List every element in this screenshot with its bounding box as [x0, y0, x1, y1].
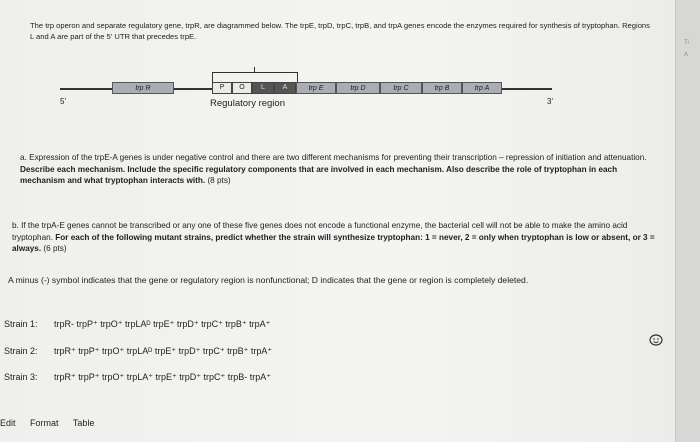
side-text-1: Ti [684, 40, 689, 46]
gene-trpB: trp B [422, 82, 462, 94]
three-prime-label: 3' [547, 97, 553, 106]
operon-diagram [52, 62, 562, 120]
editor-menu-bar [0, 418, 106, 428]
notation-note: A minus (-) symbol indicates that the gene or regulatory region is nonfunctional; D indicates that the gene or region is completely deleted. [8, 275, 529, 285]
intro-paragraph: The trp operon and separate regulatory gene, trpR, are diagrammed below. The trpE, trpD, trpC, trpB, and trpA genes encode the enzymes required for synthesis of tryptophan. Regions L and A are part of the 5' UTR that precedes trpE. [30, 21, 650, 41]
five-prime-label: 5' [60, 97, 66, 106]
region-operator: O [232, 82, 252, 94]
strain-genotype: trpR⁺ trpP⁺ trpO⁺ trpLA⁺ trpE⁺ trpD⁺ trpC⁺ trpB- trpA⁺ [54, 372, 272, 382]
region-promoter: P [212, 82, 232, 94]
adjacent-page-strip [675, 0, 700, 442]
question-b [12, 220, 662, 255]
menu-edit[interactable]: Edit [0, 418, 16, 428]
strain-label: Strain 2: [4, 346, 38, 356]
strain-3 [4, 372, 271, 383]
emoji-icon[interactable] [648, 334, 664, 346]
question-a-text: a. Expression of the trpE-A genes is under negative control and there are two different mechanisms for preventing their transcription – repression of initiation and attenuation. [20, 153, 647, 162]
bracket-tick [254, 67, 255, 72]
menu-table[interactable]: Table [72, 418, 95, 428]
menu-format[interactable]: Format [30, 418, 59, 428]
strain-1 [4, 319, 270, 330]
question-a-bold: Describe each mechanism. Include the specific regulatory components that are involved in each mechanism. Also describe the role of tryptophan in each mechanism and what tryptophan interacts with. [20, 164, 618, 185]
strain-genotype: trpR- trpP⁺ trpO⁺ trpLAᴰ trpE⁺ trpD⁺ trpC⁺ trpB⁺ trpA⁺ [54, 319, 271, 329]
strain-label: Strain 3: [4, 372, 38, 382]
question-a [20, 152, 660, 187]
gene-trpR: trp R [112, 82, 174, 94]
question-b-points: (6 pts) [41, 244, 67, 253]
question-b-bold: For each of the following mutant strains, predict whether the strain will synthesize tryptophan: 1 = never, 2 = only when tryptophan is low or absent, or 3 = always. [12, 232, 655, 253]
strain-label: Strain 1: [4, 319, 38, 329]
gene-trpD: trp D [336, 82, 380, 94]
regulatory-region-label: Regulatory region [210, 98, 285, 109]
strain-genotype: trpR⁺ trpP⁺ trpO⁺ trpLAᴰ trpE⁺ trpD⁺ trpC⁺ trpB⁺ trpA⁺ [54, 346, 273, 356]
region-attenuator: A [274, 82, 296, 94]
gene-trpE: trp E [296, 82, 336, 94]
side-text-2: A [684, 52, 689, 58]
strain-2 [4, 346, 272, 357]
question-b-text: b. If the trpA-E genes cannot be transcribed or any one of these five genes does not encode a functional enzyme, the bacterial cell will not be able to make the amino acid tryptophan. [12, 221, 628, 242]
gene-trpC: trp C [380, 82, 422, 94]
question-a-points: (8 pts) [205, 176, 231, 185]
gene-trpA: trp A [462, 82, 502, 94]
region-leader: L [252, 82, 274, 94]
